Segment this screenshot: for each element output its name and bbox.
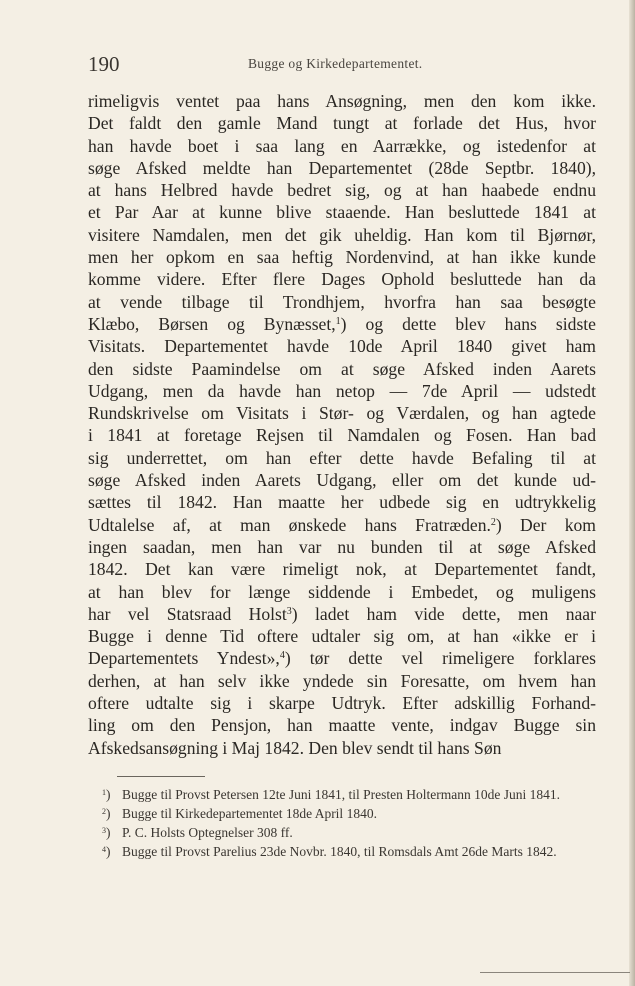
text-line: rimeligvis ventet paa hans Ansøgning, men den kom ikke. [88,91,596,111]
footnote-ref-paren: ) [495,514,502,535]
body-text [88,90,596,759]
text-line [88,313,596,335]
page-edge [629,0,635,986]
text-line: men her opkom en saa heftig Nordenvind, at han ikke kunde [88,247,596,268]
footnote-ref: 3 [286,605,292,617]
footnote-text: P. C. Holsts Optegnelser 308 ff. [122,825,293,840]
footnote [102,843,594,860]
text-segment: har vel Statsraad Holst [88,603,287,624]
text-segment: Klæbo, Børsen og Bynæsset, [88,313,336,334]
text-line: ingen saadan, men han var nu bunden til at søge Afsked [88,536,596,557]
footnote-ref: 2 [490,516,496,528]
text-line: søge Afsked inden Aarets Udgang, eller om det kunde ud- [88,470,596,491]
text-line: Visitats. Departementet havde 10de April 1840 givet ham [88,336,596,357]
text-line: oftere udtalte sig i skarpe Udtryk. Efter adskillig Forhand- [88,693,596,714]
text-line: han havde boet i saa lang en Aarrække, og istedenfor at [88,135,596,156]
page-number: 190 [88,52,120,76]
text-line [88,514,596,536]
text-line: Afskedsansøgning i Maj 1842. Den blev sendt til hans Søn [88,737,502,758]
footnote-ref-paren: ) [291,603,298,624]
footnote-mark: $^4$) [102,844,111,859]
text-line: Rundskrivelse om Visitats i Stør- og Værdalen, og han agtede [88,403,596,424]
footnote-divider [117,776,205,777]
footnote-ref: 1 [335,315,341,327]
footnote-text: Bugge til Provst Petersen 12te Juni 1841, til Presten Holtermann 10de Juni 1841. [122,787,560,802]
text-line: komme videre. Efter flere Dages Ophold besluttede han da [88,269,596,290]
text-line: derhen, at han selv ikke yndede sin Foresatte, om hvem han [88,670,596,691]
text-segment: Udtalelse af, at man ønskede hans Fratræden. [88,514,491,535]
text-line: 1842. Det kan være rimeligt nok, at Departementet fandt, [88,559,596,580]
text-line: sig underrettet, om han efter dette havde Befaling til at [88,447,596,468]
page-header [88,52,558,78]
text-line: at hans Helbred havde bedret sig, og at han haabede endnu [88,180,596,201]
text-segment: og dette blev hans sidste [346,313,596,334]
text-line [88,603,596,625]
text-line: at vende tilbage til Trondhjem, hvorfra han saa besøgte [88,291,596,312]
text-line: Udgang, men da havde han netop — 7de April — udstedt [88,380,596,401]
text-line: visitere Namdalen, men det gik uheldig. Han kom til Bjørnør, [88,224,596,245]
footnote [102,786,594,803]
footnote-text: Bugge til Kirkedepartementet 18de April 1840. [122,806,377,821]
text-line: at han blev for længe siddende i Embedet, og muligens [88,581,596,602]
text-line: Det faldt den gamle Mand tungt at forlade det Hus, hvor [88,113,596,134]
footnote [102,824,594,841]
footnote-ref-paren: ) [340,313,347,334]
page-bottom-rule [480,972,630,973]
running-title: Bugge og Kirkedepartementet. [248,56,423,71]
footnote-mark: $^3$) [102,825,111,840]
footnote [102,805,594,822]
footnote-ref: 4 [279,650,285,662]
text-line: ling om den Pensjon, han maatte vente, indgav Bugge sin [88,715,596,736]
footnote-mark: $^1$) [102,787,111,802]
text-line: i 1841 at foretage Rejsen til Namdalen og Fosen. Han bad [88,425,596,446]
text-segment: ladet ham vide dette, men naar [297,603,596,624]
text-line: sættes til 1842. Han maatte her udbede sig en udtrykkelig [88,492,596,513]
text-segment: Departementets Yndest», [88,648,280,669]
text-line: et Par Aar at kunne blive staaende. Han besluttede 1841 at [88,202,596,223]
footnote-ref-paren: ) [284,648,291,669]
footnote-text: Bugge til Provst Parelius 23de Novbr. 1840, til Romsdals Amt 26de Marts 1842. [122,844,557,859]
text-segment: Der kom [501,514,596,535]
footnotes [102,786,594,862]
text-line: Bugge i denne Tid oftere udtaler sig om, at han «ikke er i [88,626,596,647]
text-line: søge Afsked meldte han Departementet (28de Septbr. 1840), [88,157,596,178]
text-line [88,647,596,669]
footnote-mark: $^2$) [102,806,111,821]
text-line: den sidste Paamindelse om at søge Afsked inden Aarets [88,358,596,379]
text-segment: tør dette vel rimeligere forklares [290,648,596,669]
